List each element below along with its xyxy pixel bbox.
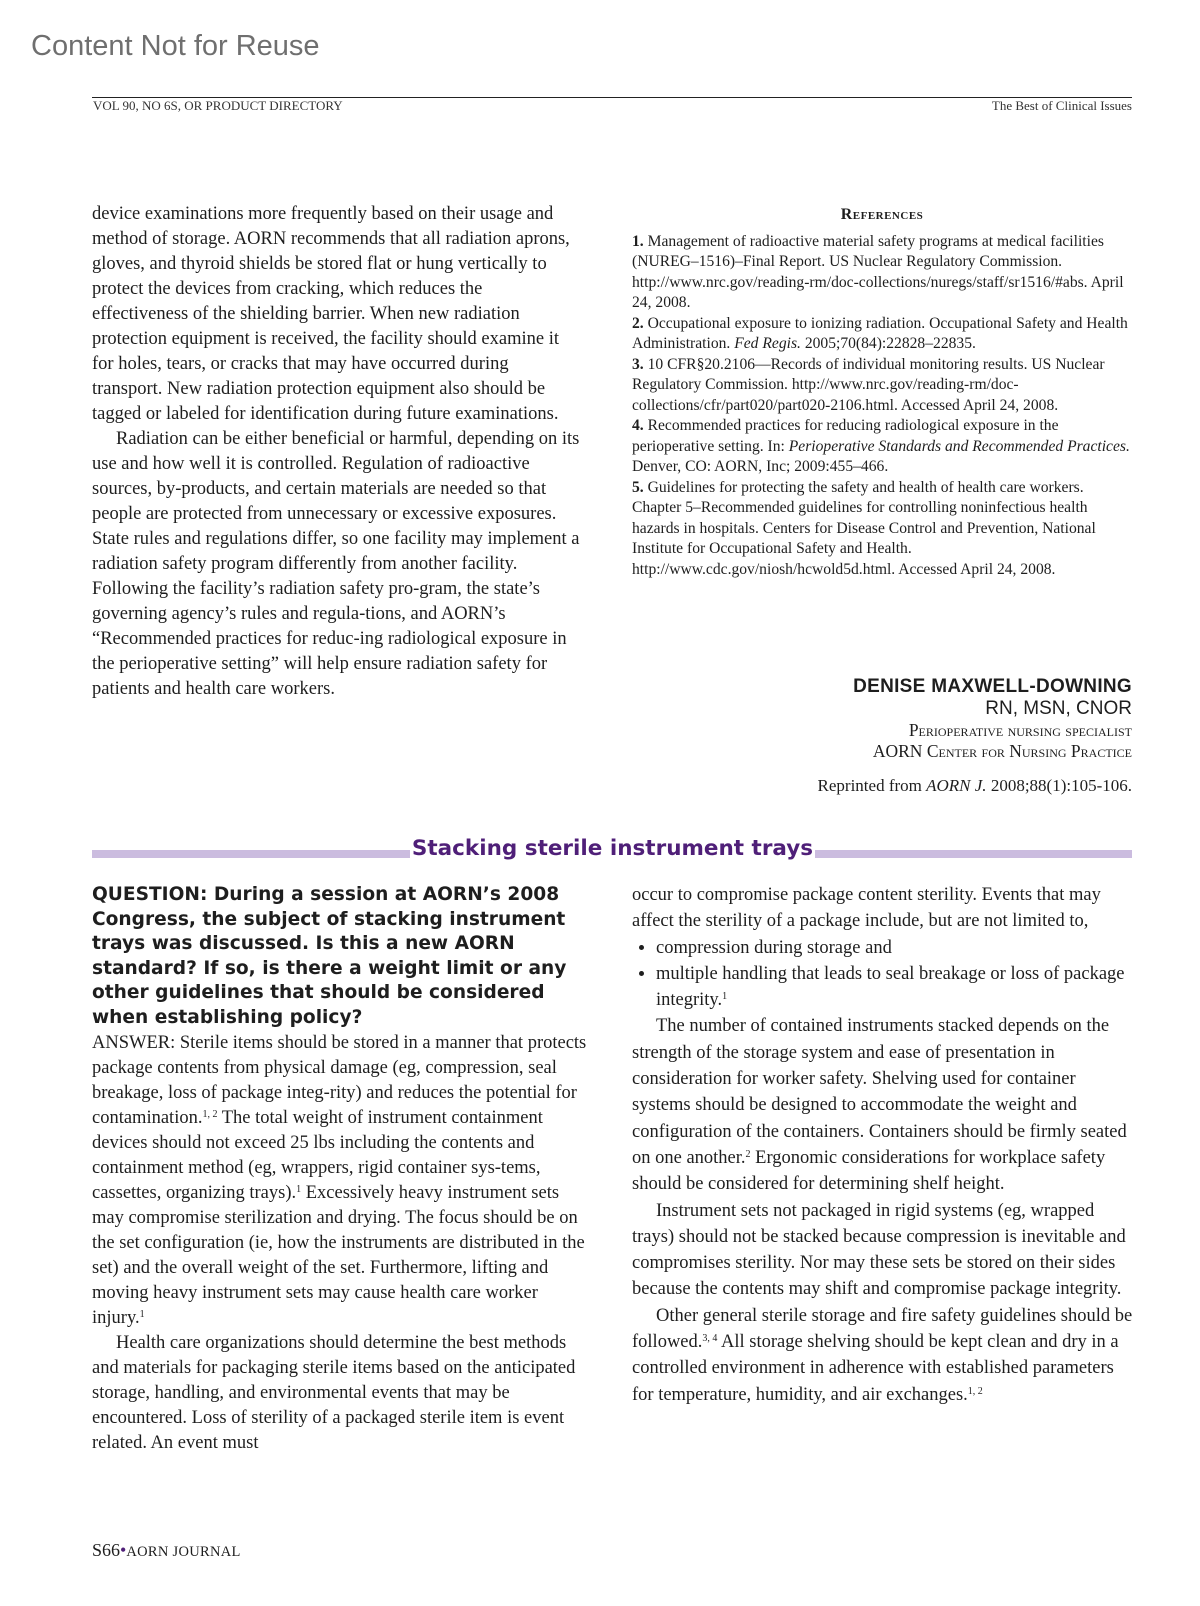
list-item-text: multiple handling that leads to seal breakage or loss of package integrity. [656,963,1125,1011]
reference-text: 2005;70(84):22828–22835. [800,335,976,352]
reference-text: Denver, CO: AORN, Inc; 2009:455–466. [632,458,889,475]
answer-text: The total weight of instrument containment devices should not exceed 25 lbs including the contents and containment method (eg, wrappers, rigid container sys-tems, cassettes, organizing trays). [92,1107,543,1203]
answer-text: Other general sterile storage and fire safety guidelines should be followed. [632,1305,1133,1353]
citation: 1 [139,1308,145,1320]
reference-text: Occupational exposure to ionizing radiation. Occupational Safety and Health Administration. [632,314,1128,352]
author-credentials: RN, MSN, CNOR [985,698,1132,719]
author-title: Perioperative nursing specialist [908,720,1132,740]
answer-paragraph [632,1303,1134,1408]
list-item [656,961,1134,1014]
reference-item [632,232,1132,314]
journal-name: AORN JOURNAL [126,1544,241,1560]
reference-book: Perioperative Standards and Recommended Practices. [788,437,1130,455]
answer-text: All storage shelving should be kept clean and dry in a controlled environment in adherence with established parameters for temperature, humidity, and air exchanges. [632,1332,1119,1405]
answer-paragraph [632,1013,1134,1197]
author-name: DENISE MAXWELL-DOWNING [853,676,1132,697]
reference-number: 1. [632,232,644,250]
reference-number: 2. [632,314,644,332]
citation: 2 [745,1148,751,1160]
answer-paragraph: Instrument sets not packaged in rigid systems (eg, wrapped trays) should not be stacked because compression is inevitable and compromises sterility. Nor may these sets be stored on their sides because the contents may shift and compromise package integrity. [632,1200,1126,1300]
author-organization: AORN Center for Nursing Practice [872,741,1132,761]
answer-text: ANSWER: Sterile items should be stored in a manner that protects package contents from physical damage (eg, compression, seal breakage, loss of package integ-rity) and reduces the potential for contamination. [92,1032,587,1128]
reprint-note [818,776,1132,796]
answer-left-column [92,883,592,1456]
citation: 3, 4 [702,1333,718,1345]
reprint-text: 2008;88(1):105-106. [986,776,1132,795]
bullet-separator-icon: • [120,1540,127,1560]
reference-item [632,355,1132,417]
reference-item [632,478,1132,581]
reference-number: 3. [632,355,644,373]
reprint-journal: AORN J. [926,776,987,795]
author-signature [818,676,1132,796]
reference-text: Recommended practices for reducing radiological exposure in the perioperative setting. In: [632,417,1059,455]
reference-number: 5. [632,478,644,496]
paragraph: Radiation can be either beneficial or harmful, depending on its use and how well it is controlled. Regulation of radioactive sources, by-products, and certain materials are needed so that people are protected from unnecessary or excessive exposures. State rules and regulations differ, so one facility may implement a radiation safety program differently from another facility. Following the facility’s radiation safety pro-gram, the state’s governing agency’s rules and regula-tions, and AORN’s “Recommended practices for reduc-ing radiological exposure in the perioperative setting” will help ensure radiation safety for patients and health care workers. [92,429,580,699]
answer-paragraph: Health care organizations should determine the best methods and materials for packaging sterile items based on the anticipated storage, handling, and environmental events that may be encountered. Loss of sterility of a packaged sterile item is event related. An event must [92,1332,576,1453]
answer-paragraph: occur to compromise package content sterility. Events that may affect the sterility of a package include, but are not limited to, [632,885,1101,932]
citation: 1, 2 [202,1108,218,1120]
citation: 1 [722,991,728,1003]
reference-item [632,416,1132,478]
watermark: Content Not for Reuse [31,30,320,62]
section-heading [0,836,1200,861]
references-column [632,205,1132,580]
answer-text: Ergonomic considerations for workplace safety should be considered for determining shelf height. [632,1147,1106,1195]
references-title: References [840,206,924,223]
paragraph: device examinations more frequently based on their usage and method of storage. AORN recommends that all radiation aprons, gloves, and thyroid shields be stored flat or hung vertically to protect the devices from cracking, which reduces the effectiveness of the shielding barrier. When new radiation protection equipment is received, the facility should examine it for holes, tears, or cracks that may have occurred during transport. New radiation protection equipment also should be tagged or labeled for identification during future examinations. [92,204,570,424]
answer-right-column [632,882,1134,1408]
running-header-right: The Best of Clinical Issues [991,98,1132,113]
answer-paragraph [92,1031,592,1331]
answer-text: Excessively heavy instrument sets may compromise sterilization and drying. The focus should be on the set configuration (ie, how the instruments are distributed in the set) and the overall weight of the set. Furthermore, lifting and moving heavy instrument sets may cause health care worker injury. [92,1182,585,1328]
answer-text: The number of contained instruments stacked depends on the strength of the storage system and ease of presentation in consideration for worker safety. Shelving used for container systems should be designed to accommodate the weight and configuration of the containers. Containers should be firmly seated on one another. [632,1016,1127,1168]
reference-text: Management of radioactive material safety programs at medical facilities (NUREG–1516)–Final Report. US Nuclear Regulatory Commission. http://www.nrc.gov/reading-rm/doc-collections/nuregs/staff/sr1516/#abs. April 24, 2008. [632,232,1124,311]
reference-journal: Fed Regis. [734,335,801,352]
question-text: QUESTION: During a session at AORN’s 2008 Congress, the subject of stacking instrument trays was discussed. Is this a new AORN standard? If so, is there a weight limit or any other guidelines that should be considered when establishing policy? [92,884,567,1028]
page-number: S66 [92,1540,121,1560]
reference-text: Guidelines for protecting the safety and health of health care workers. Chapter 5–Recommended guidelines for controlling noninfectious health hazards in hospitals. Centers for Disease Control and Prevention, National Institute for Occupational Safety and Health. http://www.cdc.gov/niosh/hcwold5d.html. Accessed April 24, 2008. [632,478,1096,578]
list-item: • compression during storage and [656,935,1134,961]
section-heading-text: Stacking sterile instrument trays [411,836,814,861]
reference-item [632,314,1132,355]
citation: 1, 2 [967,1385,983,1397]
top-left-column [92,202,582,702]
reference-number: 4. [632,417,644,434]
running-header-left: VOL 90, NO 6S, OR PRODUCT DIRECTORY [93,98,343,113]
page-footer [92,1540,241,1561]
bullet-list [632,935,1134,1014]
reference-text: 10 CFR§20.2106—Records of individual monitoring results. US Nuclear Regulatory Commission. http://www.nrc.gov/reading-rm/doc-collections/cfr/part020/part020-2106.html. Accessed April 24, 2008. [632,355,1105,414]
reprint-text: Reprinted from [817,776,927,795]
citation: 1 [296,1183,302,1195]
